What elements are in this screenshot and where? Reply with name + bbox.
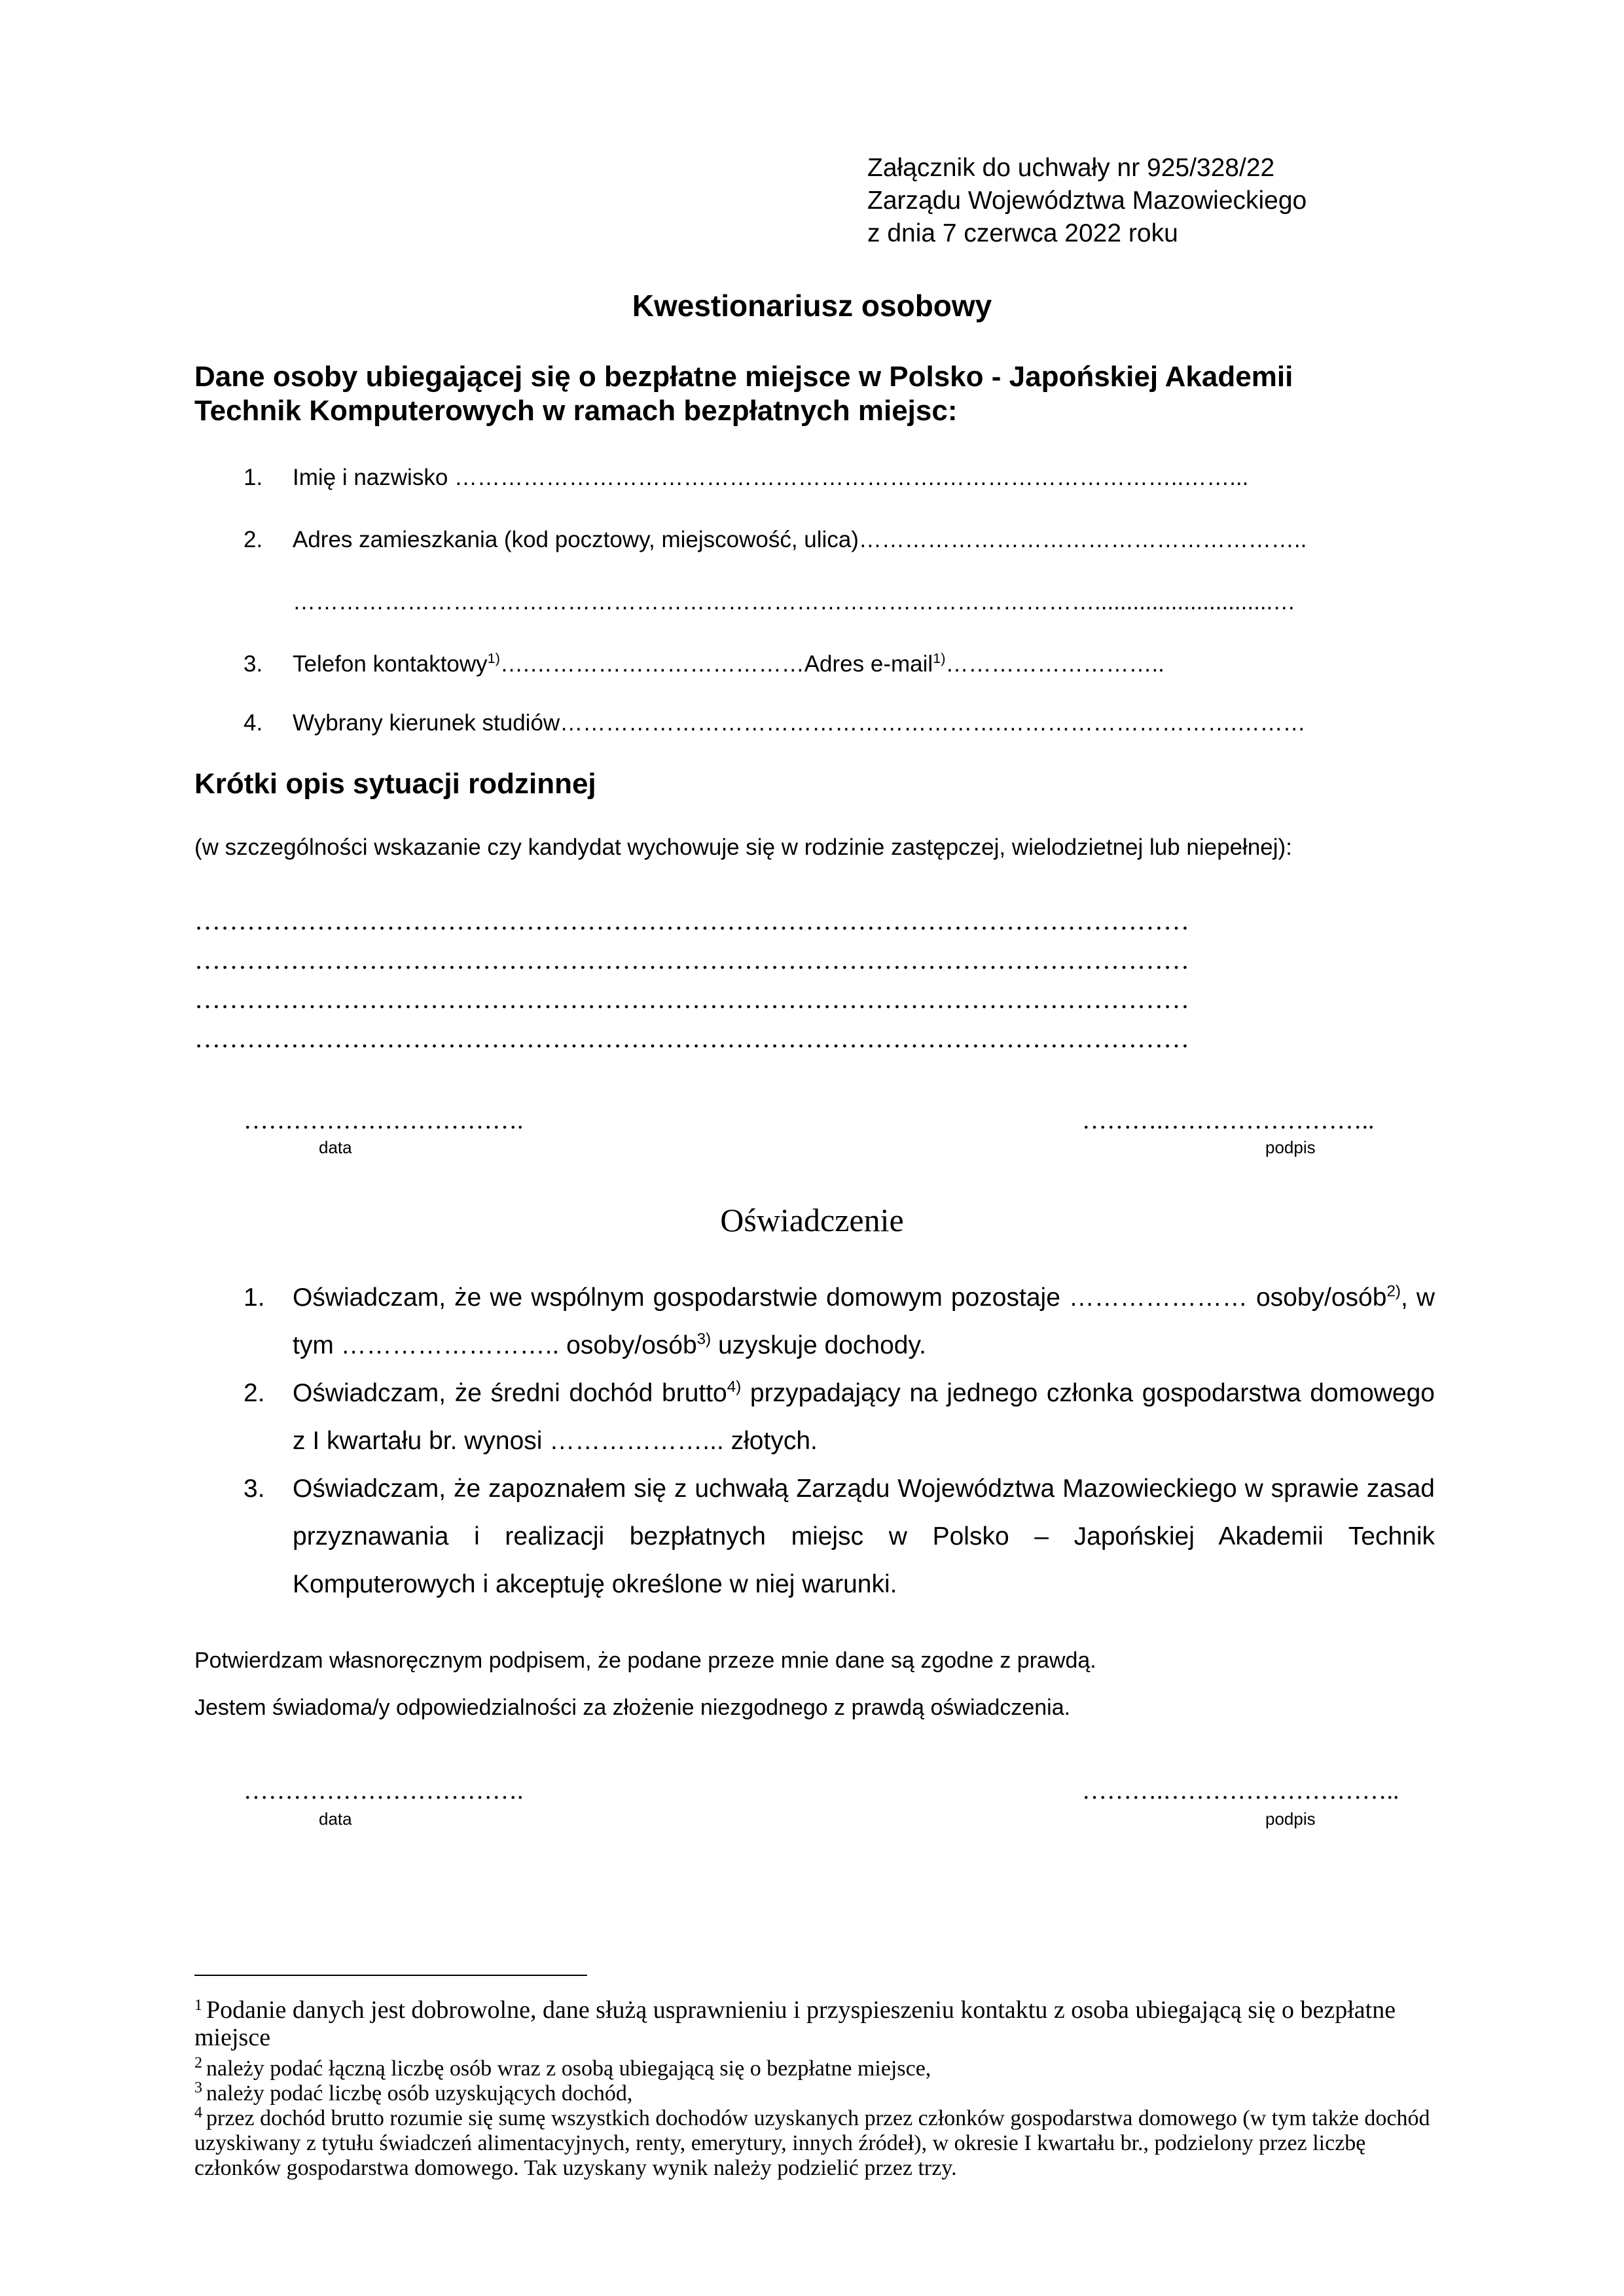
field-address-line: Adres zamieszkania (kod pocztowy, miejscowość, ulica)………………………………………………….. [293,527,1307,552]
declaration-number: 2. [244,1379,265,1407]
footnote-2 [194,2056,1438,2081]
declaration-item-1 [244,1274,1435,1369]
page-title: Kwestionariusz osobowy [632,289,992,323]
signature-dots-2: ……….……………………….. [1082,1777,1399,1804]
headline-line-1: Dane osoby ubiegającej się o bezpłatne miejsce w Polsko - Japońskiej Akademii [194,361,1293,393]
declaration-item-1-part-2: , w tym …………………….. osoby/osób [293,1283,1435,1359]
date-dots-2: ……………………………. [244,1777,524,1804]
declaration-item-1-part-3: uzyskuje dochody. [711,1331,926,1359]
family-line-4: …………………………………………………………………………………………………… [194,1024,1189,1053]
declaration-item-2-part-2: przypadający na jednego członka gospodarstwa domowego z I kwartału br. wynosi ………………... złotych. [293,1379,1435,1455]
headline-line-2: Technik Komputerowych w ramach bezpłatnych miejsc: [194,395,958,427]
declaration-number: 1. [244,1283,265,1312]
footnote-mark: 1 [194,1997,202,2014]
annex-header [867,152,1307,250]
footnote-text: Podanie danych jest dobrowolne, dane służą usprawnieniu i przyspieszeniu kontaktu z osoba ubiegającą się o bezpłatne miejsce [194,1996,1396,2051]
signature-dots-1: ……….…………………….. [1082,1107,1375,1134]
declaration-item-2-part-1: Oświadczam, że średni dochód brutto [293,1379,727,1407]
footnote-mark: 4 [194,2104,202,2121]
family-situation-heading: Krótki opis sytuacji rodzinnej [194,768,596,800]
email-dots: ……………………….. [945,651,1164,677]
annex-line-3: z dnia 7 czerwca 2022 roku [867,219,1178,247]
footnote-ref-2: 2) [1386,1282,1401,1300]
confirmation-line-2: Jestem świadoma/y odpowiedzialności za złożenie niezgodnego z prawdą oświadczenia. [194,1695,1071,1720]
family-line-2: …………………………………………………………………………………………………… [194,945,1189,975]
confirmation-line-1: Potwierdzam własnoręcznym podpisem, że podane przeze mnie dane są zgodne z prawdą. [194,1648,1096,1673]
field-full-name-line: Imię i nazwisko ……………………………………………………….…………………………..……... [293,465,1249,490]
phone-dots-email-label: ….………………………………Adres e-mail [499,651,933,677]
date-label-1: data [319,1138,352,1157]
annex-line-2: Zarządu Województwa Mazowieckiego [867,187,1307,215]
footnote-ref-3: 3) [696,1330,712,1348]
field-phone-email-line [293,651,1164,677]
annex-line-1: Załącznik do uchwały nr 925/328/22 [867,154,1275,182]
form-headline [194,360,1293,428]
footnote-ref-1: 1) [487,649,500,666]
footnote-1 [194,1996,1438,2051]
field-number: 2. [244,527,263,552]
footnote-4 [194,2106,1438,2181]
date-label-2: data [319,1809,352,1829]
field-number: 1. [244,465,263,490]
field-number: 4. [244,710,263,736]
declaration-item-1-text [293,1274,1435,1369]
field-address-line-2: ……………………………………………………………………………………………............................… [293,589,1296,615]
footnote-separator [194,1975,587,1976]
family-situation-note: (w szczególności wskazanie czy kandydat wychowuje się w rodzinie zastępczej, wielodzietnej lub niepełnej): [194,834,1292,860]
signature-label-1: podpis [1265,1138,1316,1157]
declaration-item-3-text: Oświadczam, że zapoznałem się z uchwałą Zarządu Województwa Mazowieckiego w sprawie zasad przyznawania i realizacji bezpłatnych miejsc w Polsko – Japońskiej Akademii Technik Komputerowych i akceptuję określone w niej warunki. [293,1475,1435,1598]
declaration-item-2 [244,1369,1435,1465]
footnote-text: należy podać łączną liczbę osób wraz z osobą ubiegającą się o bezpłatne miejsce, [206,2056,931,2081]
footnote-ref-4: 4) [727,1378,742,1396]
footnote-mark: 3 [194,2079,202,2096]
declaration-item-3 [244,1465,1435,1608]
date-dots-1: ……………………………. [244,1107,524,1134]
family-line-1: …………………………………………………………………………………………………… [194,906,1189,935]
field-number: 3. [244,651,263,677]
declaration-title: Oświadczenie [720,1202,904,1238]
footnote-text: należy podać liczbę osób uzyskujących dochód, [206,2081,633,2106]
footnote-3 [194,2081,1438,2106]
phone-label: Telefon kontaktowy [293,651,488,677]
signature-label-2: podpis [1265,1809,1316,1829]
declaration-item-1-part-1: Oświadczam, że we wspólnym gospodarstwie domowym pozostaje ………………… osoby/osób [293,1283,1387,1312]
declaration-number: 3. [244,1475,265,1503]
footnote-mark: 2 [194,2054,202,2072]
family-line-3: …………………………………………………………………………………………………… [194,984,1189,1014]
footnote-ref-1: 1) [933,649,946,666]
field-study-direction-line: Wybrany kierunek studiów………………………………………………….………………………….……… [293,710,1306,736]
footnote-text: przez dochód brutto rozumie się sumę wszystkich dochodów uzyskanych przez członków gospodarstwa domowego (w tym także dochód uzyskiwany z tytułu świadczeń alimentacyjnych, renty, emerytury, innych źródeł), w okresie I kwartału br., podzielony przez liczbę członków gospodarstwa domowego. Tak uzyskany wynik należy podzielić przez trzy. [194,2106,1430,2180]
declaration-item-2-text [293,1369,1435,1465]
